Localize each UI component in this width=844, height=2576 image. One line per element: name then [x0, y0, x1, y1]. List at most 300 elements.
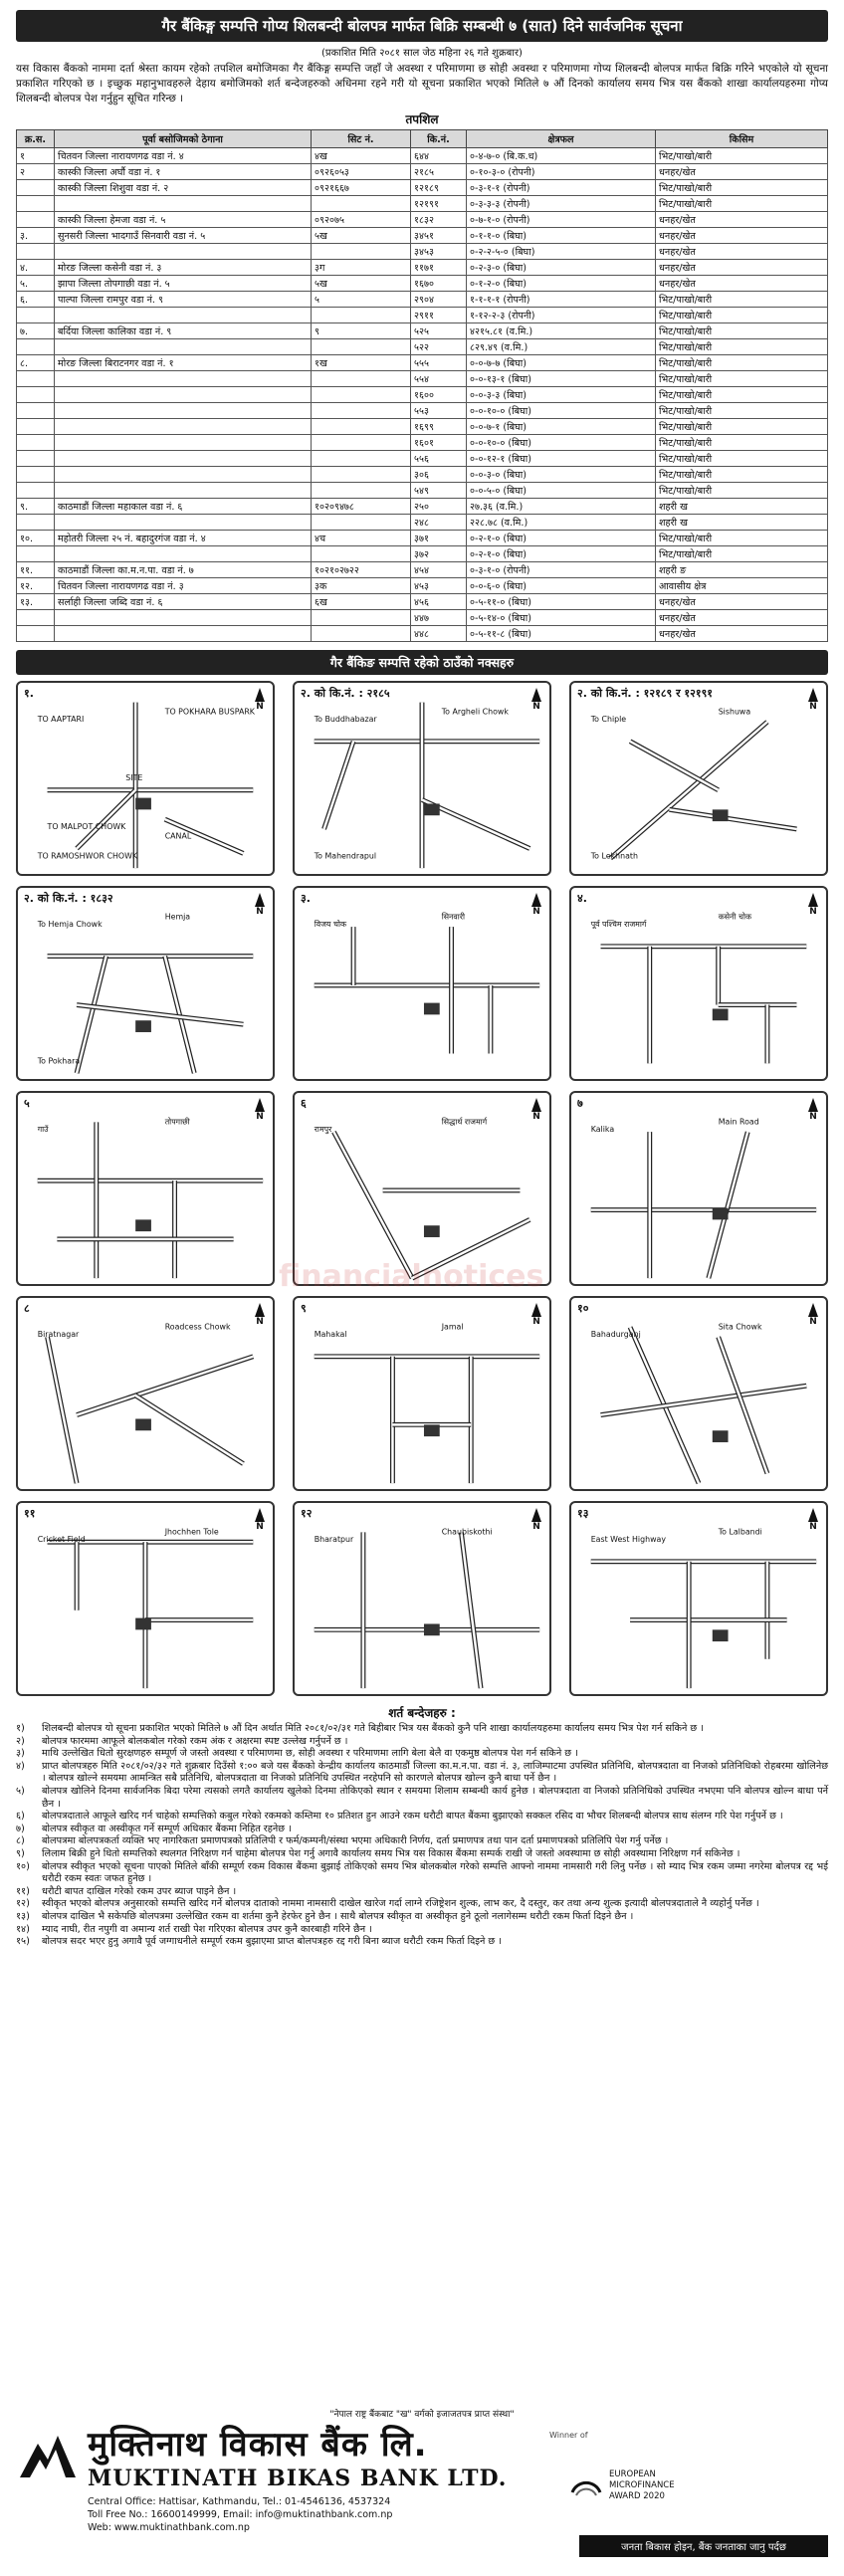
table-cell: ०-३-१-१ (रोपनी) — [467, 180, 656, 196]
map-drawing — [571, 1093, 826, 1284]
map-text: रामपुर — [314, 1125, 332, 1135]
table-cell: ०-५-१४-० (बिघा) — [467, 610, 656, 626]
table-cell — [17, 483, 55, 499]
map-road-center — [135, 1395, 243, 1464]
map-text: विजय चोक — [314, 920, 347, 930]
map-text: Bharatpur — [314, 1535, 354, 1545]
table-cell: ५५४ — [411, 371, 467, 387]
table-cell: धनहर/खेत — [656, 260, 828, 276]
map-text: Mahakal — [314, 1330, 347, 1340]
table-cell: धनहर/खेत — [656, 594, 828, 610]
map-text: Sita Chowk — [718, 1322, 762, 1332]
table-cell: १६०१ — [411, 435, 467, 451]
table-row — [17, 483, 828, 499]
map-text: To Buddhabazar — [314, 715, 377, 725]
award-text: EUROPEAN MICROFINANCE AWARD 2020 — [609, 2469, 675, 2501]
map-drawing — [295, 1093, 549, 1284]
table-cell: काठमाडौं जिल्ला महाकाल वडा नं. ६ — [55, 499, 312, 515]
table-cell: ३ग — [312, 260, 411, 276]
north-label: N — [256, 1522, 264, 1532]
location-map — [569, 681, 828, 876]
table-cell — [17, 610, 55, 626]
table-cell: ५२५ — [411, 323, 467, 339]
table-cell: चितवन जिल्ला नारायणगढ वडा नं. ४ — [55, 148, 312, 164]
table-cell — [55, 339, 312, 355]
map-text: Roadcess Chowk — [164, 1322, 231, 1332]
north-label: N — [809, 1317, 817, 1327]
table-row — [17, 403, 828, 419]
north-label: N — [532, 1522, 540, 1532]
map-drawing — [18, 683, 273, 874]
table-cell: ०-३-१-० (रोपनी) — [467, 562, 656, 578]
map-drawing — [571, 1503, 826, 1694]
table-cell: महोतरी जिल्ला २५ नं. बहादुरगंज वडा नं. ४ — [55, 531, 312, 546]
table-cell — [312, 610, 411, 626]
table-row — [17, 148, 828, 164]
table-cell — [55, 483, 312, 499]
table-cell: भिट/पाखो/बारी — [656, 323, 828, 339]
site-marker-icon — [424, 1225, 440, 1237]
table-cell: १-१-१-१ (रोपनी) — [467, 292, 656, 308]
table-cell: १०. — [17, 531, 55, 546]
map-text: To Hemja Chowk — [37, 920, 103, 930]
table-cell — [17, 419, 55, 435]
table-cell — [17, 339, 55, 355]
table-cell: ०९२६०५३ — [312, 164, 411, 180]
condition-text: शिलबन्दी बोलपत्र यो सूचना प्रकाशित भएको मितिले ७ औं दिन अर्थात मिति २०८१/०२/३१ गते बिहीबार भित्र यस बैंकको कुनै पनि शाखा कार्यालयहरुमा कार्यालय समय भित्र पेश गर्न सकिने छ । — [42, 1723, 704, 1734]
north-arrow-icon — [806, 1098, 820, 1122]
map-road-center — [709, 1132, 747, 1278]
table-cell: ५ख — [312, 228, 411, 244]
table-cell — [17, 467, 55, 483]
publication-date: (प्रकाशित मिति २०८१ साल जेठ महिना २६ गते शुक्रबार) — [321, 48, 523, 59]
map-drawing — [18, 888, 273, 1079]
table-cell — [17, 451, 55, 467]
table-cell: ११. — [17, 562, 55, 578]
north-label: N — [532, 1112, 540, 1122]
table-cell: ६४४ — [411, 148, 467, 164]
table-cell: भिट/पाखो/बारी — [656, 483, 828, 499]
table-row — [17, 546, 828, 562]
location-map — [569, 1501, 828, 1696]
table-cell: ६ख — [312, 594, 411, 610]
map-drawing — [18, 1093, 273, 1284]
condition-text: बोलपत्र दाखिल भै सकेपछि बोलपत्रमा उल्लेखित रकम वा शर्तमा कुनै हेरफेर हुने छैन । साथै बोलपत्र स्वीकृत वा अस्वीकृत हुने ठूलो नलागेसम्म धरौटी रकम फिर्ता दिइने छैन । — [42, 1910, 634, 1922]
table-cell: धनहर/खेत — [656, 244, 828, 260]
table-cell: २१८५ — [411, 164, 467, 180]
table-cell: ४५६ — [411, 594, 467, 610]
north-label: N — [532, 1317, 540, 1327]
map-drawing — [18, 1503, 273, 1694]
map-text: गाउँ — [37, 1125, 49, 1135]
table-cell — [17, 308, 55, 323]
bank-footer — [16, 2407, 828, 2571]
maps-grid — [16, 681, 828, 1696]
table-row — [17, 531, 828, 546]
table-cell: ११७१ — [411, 260, 467, 276]
north-arrow-icon — [529, 688, 543, 712]
table-cell: भिट/पाखो/बारी — [656, 308, 828, 323]
map-text: Jhochhen Tole — [164, 1527, 219, 1537]
table-cell: भिट/पाखो/बारी — [656, 180, 828, 196]
table-cell: भिट/पाखो/बारी — [656, 435, 828, 451]
table-cell: ०-७-१-० (रोपनी) — [467, 212, 656, 228]
map-label: ४. — [577, 892, 587, 905]
table-cell: बर्दिया जिल्ला कालिका वडा नं. ९ — [55, 323, 312, 339]
table-row — [17, 499, 828, 515]
condition-item — [16, 1786, 828, 1811]
table-cell: ५५६ — [411, 451, 467, 467]
map-label: ११ — [24, 1507, 36, 1520]
table-cell — [55, 467, 312, 483]
map-text: To Lekhnath — [590, 851, 638, 861]
condition-item — [16, 1861, 828, 1886]
map-drawing — [295, 1503, 549, 1694]
map-text: Jamal — [441, 1322, 464, 1332]
north-arrow-icon — [806, 688, 820, 712]
table-cell: भिट/पाखो/बारी — [656, 355, 828, 371]
map-road-center — [48, 1337, 78, 1483]
condition-item — [16, 1848, 828, 1861]
table-cell: ०-५-११-८ (बिघा) — [467, 626, 656, 642]
location-map — [569, 1296, 828, 1491]
map-text: TO POKHARA BUSPARK — [164, 707, 255, 717]
table-cell: ०-२-१-० (बिघा) — [467, 531, 656, 546]
condition-number: १४) — [16, 1923, 30, 1935]
table-cell: भिट/पाखो/बारी — [656, 531, 828, 546]
map-label: ५ — [24, 1097, 30, 1110]
condition-text: म्याद नाघी, रीत नपुगी वा अमान्य शर्त राखी पेश गरिएका बोलपत्र उपर कुनै कारबाही गरिने छैन । — [42, 1923, 372, 1935]
table-cell: ०-०-३-० (बिघा) — [467, 467, 656, 483]
table-cell — [312, 626, 411, 642]
north-arrow-icon — [529, 893, 543, 917]
location-map — [16, 1091, 275, 1286]
north-arrow-icon — [253, 1508, 267, 1532]
location-map — [569, 886, 828, 1081]
bank-logo-icon — [16, 2426, 80, 2485]
condition-number: १०) — [16, 1860, 30, 1872]
site-marker-icon — [135, 1418, 151, 1430]
table-heading: तपशिल — [405, 112, 439, 126]
map-road-center — [719, 1337, 767, 1473]
map-text: To Mahendrapul — [314, 851, 377, 861]
map-text: Bahadurganj — [590, 1330, 641, 1340]
table-cell: १८३२ — [411, 212, 467, 228]
table-cell: धनहर/खेत — [656, 276, 828, 292]
table-cell: ३७१ — [411, 531, 467, 546]
condition-item — [16, 1898, 828, 1911]
table-cell: २४८ — [411, 515, 467, 531]
north-label: N — [256, 1317, 264, 1327]
table-cell: काठमाडौं जिल्ला का.म.न.पा. वडा नं. ७ — [55, 562, 312, 578]
table-row — [17, 355, 828, 371]
condition-number: ६) — [16, 1811, 25, 1823]
table-cell — [17, 180, 55, 196]
table-cell: ०-२-१-० (बिघा) — [467, 546, 656, 562]
table-cell: भिट/पाखो/बारी — [656, 467, 828, 483]
table-cell: धनहर/खेत — [656, 228, 828, 244]
table-cell: ०-२-२-५-० (बिघा) — [467, 244, 656, 260]
bank-name-nepali: मुक्तिनाथ विकास बैंक लि. — [88, 2425, 428, 2465]
north-arrow-icon — [253, 893, 267, 917]
table-cell: १२१९१ — [411, 196, 467, 212]
site-marker-icon — [424, 803, 440, 815]
table-row — [17, 562, 828, 578]
map-road-center — [669, 809, 796, 829]
table-cell: २९११ — [411, 308, 467, 323]
table-cell: धनहर/खेत — [656, 164, 828, 180]
table-cell — [312, 546, 411, 562]
table-cell: ४च — [312, 531, 411, 546]
north-label: N — [809, 1112, 817, 1122]
table-cell: २७.३६ (व.मि.) — [467, 499, 656, 515]
col-sheet: सिट नं. — [312, 130, 411, 148]
table-cell: १०२०९४७८ — [312, 499, 411, 515]
table-cell: मोरङ जिल्ला बिराटनगर वडा नं. १ — [55, 355, 312, 371]
map-drawing — [18, 1298, 273, 1489]
table-cell: ३०६ — [411, 467, 467, 483]
notice-title: गैर बैंकिङ्ग सम्पत्ति गोप्य शिलबन्दी बोलपत्र मार्फत बिक्रि सम्बन्धी ७ (सात) दिने सार्वजनिक सूचना — [16, 10, 828, 42]
condition-text: धरौटी बापत दाखिल गरेको रकम उपर ब्याज पाइने छैन । — [42, 1885, 237, 1897]
map-road-center — [324, 742, 354, 829]
map-drawing — [295, 1298, 549, 1489]
table-cell — [55, 626, 312, 642]
location-map — [293, 1501, 551, 1696]
north-label: N — [532, 907, 540, 917]
table-cell: भिट/पाखो/बारी — [656, 371, 828, 387]
table-cell: ५ख — [312, 276, 411, 292]
table-cell: ०-०-७-७ (बिघा) — [467, 355, 656, 371]
table-cell: ५५५ — [411, 355, 467, 371]
location-map — [293, 1091, 551, 1286]
north-label: N — [809, 907, 817, 917]
table-cell: ०-१०-३-० (रोपनी) — [467, 164, 656, 180]
map-text: CANAL — [164, 831, 192, 841]
col-type: किसिम — [656, 130, 828, 148]
table-cell — [312, 244, 411, 260]
table-cell: सर्लाही जिल्ला जब्दि वडा नं. ६ — [55, 594, 312, 610]
map-text: To Pokhara — [37, 1056, 81, 1066]
table-cell — [17, 515, 55, 531]
col-kitta: कि.नं. — [411, 130, 467, 148]
condition-text: बोलपत्र फारममा आफूले बोलकबोल गरेको रकम अंक र अक्षरमा स्पष्ट उल्लेख गर्नुपर्ने छ । — [42, 1735, 348, 1747]
table-cell: १६०० — [411, 387, 467, 403]
location-map — [16, 681, 275, 876]
table-cell — [55, 546, 312, 562]
table-cell: २२८.७८ (व.मि.) — [467, 515, 656, 531]
north-arrow-icon — [529, 1303, 543, 1327]
north-arrow-icon — [253, 1303, 267, 1327]
table-cell — [312, 403, 411, 419]
map-text: East West Highway — [590, 1535, 666, 1545]
website: Web: www.muktinathbank.com.np — [88, 2522, 250, 2533]
table-cell: कास्की जिल्ला अर्घौ वडा नं. १ — [55, 164, 312, 180]
map-text: सिद्धार्थ राजमार्ग — [441, 1117, 488, 1127]
condition-number: १५) — [16, 1936, 30, 1948]
table-cell: ०-०-६-० (बिघा) — [467, 578, 656, 594]
table-row — [17, 323, 828, 339]
location-map — [16, 1296, 275, 1491]
table-cell: ०९२१६६७ — [312, 180, 411, 196]
condition-number: ४) — [16, 1760, 25, 1772]
notice-intro: यस विकास बैंकको नाममा दर्ता श्रेस्ता कायम रहेको तपशिल बमोजिमका गैर बैंकिङ्ग सम्पत्ति जहाँ जे अवस्था र परिमाणमा छ सोही अवस्था र परिमाणमा गोप्य शिलबन्दी बोलपत्र मार्फत बिक्रि गरिने भएकोले यो सूचना प्रकाशित गरिएको छ । इच्छुक महानुभावहरुले देहाय बमोजिमको शर्त बन्देजहरुको अधिनमा रहने गरी यो सूचना प्रकाशित भएको मितिले ७ औं दिनको कार्यालय समय भित्र यस बैंकको शाखा कार्यालयहरुमा गोप्य शिलबन्दी बोलपत्र पेश गर्नुहुन सूचित गरिन्छ । — [16, 63, 828, 105]
table-cell — [55, 387, 312, 403]
col-sn: क्र.स. — [17, 130, 55, 148]
table-cell: ६. — [17, 292, 55, 308]
map-label: ६ — [301, 1097, 307, 1110]
table-cell: १ख — [312, 355, 411, 371]
table-cell: १६७० — [411, 276, 467, 292]
table-cell — [17, 196, 55, 212]
col-address: पूर्वा बसोजिमको ठेगाना — [55, 130, 312, 148]
table-cell — [312, 483, 411, 499]
condition-number: ९) — [16, 1847, 25, 1859]
table-cell — [312, 467, 411, 483]
table-cell: ०-३-३-३ (रोपनी) — [467, 196, 656, 212]
table-cell: कास्की जिल्ला हेमजा वडा नं. ५ — [55, 212, 312, 228]
table-cell: ३७२ — [411, 546, 467, 562]
table-cell: ३४५३ — [411, 244, 467, 260]
map-text: पूर्व पश्चिम राजमार्ग — [590, 920, 647, 930]
condition-number: ५) — [16, 1785, 25, 1797]
table-cell — [55, 435, 312, 451]
table-cell: १३. — [17, 594, 55, 610]
map-text: तोपगाछी — [164, 1117, 190, 1127]
table-cell: १०२१०२७२२ — [312, 562, 411, 578]
site-marker-icon — [135, 1618, 151, 1630]
map-text: सिनवारी — [441, 912, 466, 922]
map-label: ९ — [301, 1302, 307, 1315]
table-cell — [312, 435, 411, 451]
north-label: N — [256, 702, 264, 712]
location-map — [293, 681, 551, 876]
table-cell: १-१२-२-३ (रोपनी) — [467, 308, 656, 323]
table-cell: भिट/पाखो/बारी — [656, 148, 828, 164]
condition-text: बोलपत्रदाताले आफूले खरिद गर्न चाहेको सम्पत्तिको कबुल गरेको रकमको कम्तिमा १० प्रतिशत हुन आउने रकम धरौटी बापत बैंकमा बुझाएको सक्कल रसिद वा भौचर शिलबन्दी बोलपत्र साथ संलग्न गरि पेश गर्नुपर्ने छ । — [42, 1811, 783, 1823]
map-drawing — [295, 888, 549, 1079]
map-road-center — [630, 742, 719, 790]
table-cell: २ — [17, 164, 55, 180]
north-arrow-icon — [806, 1303, 820, 1327]
table-cell: ४५४ — [411, 562, 467, 578]
table-cell — [55, 419, 312, 435]
table-row — [17, 244, 828, 260]
site-marker-icon — [424, 1003, 440, 1015]
north-arrow-icon — [253, 688, 267, 712]
north-label: N — [532, 702, 540, 712]
map-label: १० — [577, 1302, 589, 1315]
table-cell — [55, 196, 312, 212]
condition-item — [16, 1723, 828, 1736]
table-row — [17, 467, 828, 483]
table-cell — [17, 546, 55, 562]
condition-number: ८) — [16, 1835, 25, 1847]
table-cell — [55, 244, 312, 260]
map-text: To Argheli Chowk — [441, 707, 509, 717]
condition-text: लिलाम बिक्री हुने धितो सम्पत्तिको स्थलगत निरिक्षण गर्न चाहेमा बोलपत्र पेश गर्नु अगावै कार्यालय समय भित्र यस विकास बैंकमा सम्पर्क राखी जे जस्तो अवस्थामा छ सोही अवस्थामा निरिक्षण गर्न सकिनेछ । — [42, 1847, 740, 1859]
site-marker-icon — [135, 1219, 151, 1231]
condition-item — [16, 1824, 828, 1836]
table-row — [17, 610, 828, 626]
table-cell: भिट/पाखो/बारी — [656, 292, 828, 308]
table-cell — [17, 212, 55, 228]
condition-text: स्वीकृत भएको बोलपत्र अनुसारको सम्पत्ति खरिद गर्ने बोलपत्र दाताको नाममा नामसारी दाखेल खारेज गर्दा लाग्ने रजिष्ट्रेशन शुल्क, लाभ कर, दै दस्तुर, कर तथा अन्य शुल्क इत्यादी बोलपत्रदाताले नै व्यहोर्नु पर्नेछ । — [42, 1898, 759, 1910]
table-cell: भिट/पाखो/बारी — [656, 196, 828, 212]
table-cell: ०-०-१३-१ (बिघा) — [467, 371, 656, 387]
condition-item — [16, 1748, 828, 1761]
map-road-center — [333, 1132, 412, 1278]
condition-text: बोलपत्र स्वीकृत वा अस्वीकृत गर्ने सम्पूर्ण अधिकार बैंकमा निहित रहनेछ । — [42, 1823, 292, 1834]
location-map — [569, 1091, 828, 1286]
table-cell: धनहर/खेत — [656, 212, 828, 228]
site-marker-icon — [713, 1430, 729, 1442]
map-road-center — [77, 1005, 243, 1025]
table-cell: १ — [17, 148, 55, 164]
table-row — [17, 276, 828, 292]
north-arrow-icon — [529, 1098, 543, 1122]
table-cell — [55, 371, 312, 387]
map-drawing — [295, 683, 549, 874]
map-text: Cricket Field — [37, 1535, 86, 1545]
table-cell: ५२२ — [411, 339, 467, 355]
table-row — [17, 260, 828, 276]
table-cell: मोरङ जिल्ला कसेनी वडा नं. ३ — [55, 260, 312, 276]
table-cell: सुनसरी जिल्ला भादगाउँ सिनवारी वडा नं. ५ — [55, 228, 312, 244]
map-text: Main Road — [718, 1117, 759, 1127]
table-row — [17, 387, 828, 403]
table-cell: शहरी ख — [656, 499, 828, 515]
table-cell: ५५३ — [411, 403, 467, 419]
table-cell: आवासीय क्षेत्र — [656, 578, 828, 594]
bank-slogan: "नेपाल राष्ट्र बैंकबाट "ख" वर्गको इजाजतपत्र प्राप्त संस्था" — [329, 2410, 515, 2420]
toll-free: Toll Free No.: 16600149999, Email: info@muktinathbank.com.np — [88, 2509, 393, 2520]
table-row — [17, 371, 828, 387]
table-cell — [312, 419, 411, 435]
table-row — [17, 228, 828, 244]
table-row — [17, 292, 828, 308]
map-text: TO RAMOSHWOR CHOWK — [37, 851, 138, 861]
central-office: Central Office: Hattisar, Kathmandu, Tel.: 01-4546136, 4537324 — [88, 2496, 391, 2507]
location-map — [293, 886, 551, 1081]
table-cell: २५० — [411, 499, 467, 515]
site-marker-icon — [424, 1623, 440, 1635]
table-row — [17, 594, 828, 610]
table-cell — [312, 371, 411, 387]
condition-text: माथि उल्लेखित धितो सुरक्षणहरु सम्पूर्ण जे जस्तो अवस्था र परिमाणमा छ, सोही अवस्था र परिमाणमा लागि बेला बेलै वा एकमुष्ठ बोलपत्र पेश गर्न सकिने छ । — [42, 1748, 578, 1760]
condition-text: बोलपत्र सदर भएर हुनु अगावै पूर्व जग्गाधनीले सम्पूर्ण रकम बुझाएमा प्राप्त बोलपत्रहरु रद्द गरी बिना ब्याज धरौटी रकम फिर्ता दिइने छ । — [42, 1936, 502, 1948]
table-cell: ५४९ — [411, 483, 467, 499]
table-cell: १६९९ — [411, 419, 467, 435]
table-cell: ०-१-२-० (बिघा) — [467, 276, 656, 292]
table-cell: ३४५१ — [411, 228, 467, 244]
table-cell — [55, 515, 312, 531]
north-arrow-icon — [806, 1508, 820, 1532]
table-cell: ८२९.४९ (व.मि.) — [467, 339, 656, 355]
col-area: क्षेत्रफल — [467, 130, 656, 148]
site-marker-icon — [135, 798, 151, 810]
table-cell — [312, 339, 411, 355]
table-cell: ०९२०७५ — [312, 212, 411, 228]
table-cell: १२१८९ — [411, 180, 467, 196]
condition-number: १) — [16, 1723, 25, 1734]
table-cell: धनहर/खेत — [656, 626, 828, 642]
site-marker-icon — [424, 1424, 440, 1436]
table-cell: ०-०-१०-० (बिघा) — [467, 403, 656, 419]
asset-table — [16, 129, 828, 642]
condition-item — [16, 1761, 828, 1786]
table-cell: ७. — [17, 323, 55, 339]
location-map — [293, 1296, 551, 1491]
